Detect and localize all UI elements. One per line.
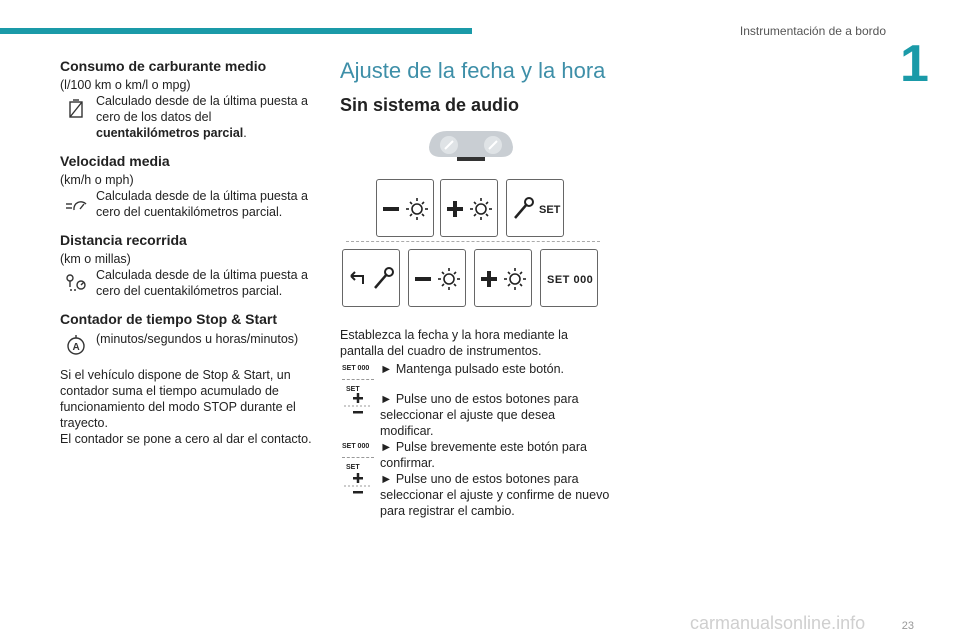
plus-brightness-icon <box>441 180 499 238</box>
distancia-unit: (km o millas) <box>60 252 131 266</box>
set-000-button[interactable] <box>540 249 598 307</box>
page-number: 23 <box>901 620 914 632</box>
distancia-section <box>60 232 312 299</box>
set-000-label: SET 000 <box>547 274 594 286</box>
step-3 <box>340 439 610 471</box>
stop-start-icon <box>64 333 88 357</box>
consumo-text-c: . <box>243 126 247 140</box>
consumo-title: Consumo de carburante medio <box>60 58 267 74</box>
step-icon-set: SET <box>346 386 360 393</box>
distancia-title: Distancia recorrida <box>60 232 187 248</box>
wrench-set-button[interactable] <box>506 179 564 237</box>
consumo-desc <box>60 93 312 141</box>
stopstart-title: Contador de tiempo Stop & Start <box>60 311 277 327</box>
stopstart-section <box>60 311 312 355</box>
chapter-number: 1 <box>900 35 929 93</box>
date-time-title: Ajuste de la fecha y la hora <box>340 58 606 83</box>
left-column <box>60 58 312 447</box>
step-2-text: ► Pulse uno de estos botones para seleccionar el ajuste que desea modificar. <box>380 392 579 438</box>
header-accent-bar <box>0 28 472 34</box>
average-speed-icon <box>64 192 88 216</box>
consumo-text-b: cuentakilómetros parcial <box>96 126 244 140</box>
step-icon-set: SET <box>346 464 360 471</box>
intro-text: Establezca la fecha y la hora mediante la pantalla del cuadro de instrumentos. <box>340 328 568 358</box>
minus-brightness-icon <box>409 250 467 308</box>
divider-dashed <box>346 241 600 242</box>
step-icon-divider <box>342 379 374 380</box>
stopstart-paragraph-2: El contador se pone a cero al dar el contacto. <box>60 432 312 446</box>
plus-minus-icon <box>342 471 374 501</box>
distance-icon <box>64 271 88 295</box>
right-column <box>340 58 610 519</box>
step-1 <box>340 361 610 391</box>
step-2 <box>340 391 610 439</box>
step-4-text: ► Pulse uno de estos botones para seleccionar el ajuste y confirme de nuevo para registrar el cambio. <box>380 472 610 518</box>
brightness-minus-button[interactable] <box>376 179 434 237</box>
distancia-text: Calculada desde de la última puesta a cero del cuentakilómetros parcial. <box>96 268 308 298</box>
stopstart-paragraph: Si el vehículo dispone de Stop & Start, un contador suma el tiempo acumulado de funcionamiento del modo STOP durante el trayecto. <box>60 368 296 430</box>
brightness-plus-button-2[interactable] <box>474 249 532 307</box>
no-audio-subtitle: Sin sistema de audio <box>340 95 520 115</box>
brightness-minus-button-2[interactable] <box>408 249 466 307</box>
distancia-desc <box>60 267 312 299</box>
consumo-unit: (l/100 km o km/l o mpg) <box>60 78 191 92</box>
step-1-text: ► Mantenga pulsado este botón. <box>380 362 565 376</box>
velocidad-title: Velocidad media <box>60 153 170 169</box>
back-wrench-icon <box>343 250 401 308</box>
brightness-plus-button[interactable] <box>440 179 498 237</box>
watermark: carmanualsonline.info <box>690 613 866 633</box>
step-icon-divider <box>342 457 374 458</box>
dashboard-icon <box>425 127 517 165</box>
consumo-text-a: Calculado desde de la última puesta a cero de los datos del <box>96 94 308 124</box>
step-icon-set000: SET 000 <box>342 443 370 450</box>
back-wrench-button[interactable] <box>342 249 400 307</box>
stopstart-desc <box>60 331 312 355</box>
plus-brightness-icon <box>475 250 533 308</box>
consumo-section <box>60 58 312 141</box>
step-4 <box>340 471 610 519</box>
velocidad-unit: (km/h o mph) <box>60 173 134 187</box>
svg-text:A: A <box>72 342 80 353</box>
minus-brightness-icon <box>377 180 435 238</box>
section-title: Instrumentación de a bordo <box>739 24 886 38</box>
step-icon-set000: SET 000 <box>342 365 370 372</box>
stopstart-unit: (minutos/segundos u horas/minutos) <box>96 332 299 346</box>
plus-minus-icon <box>342 391 374 421</box>
set-label: SET <box>539 204 561 216</box>
velocidad-desc <box>60 188 312 220</box>
instrument-panel-illustration <box>340 127 610 327</box>
fuel-average-icon <box>64 97 88 121</box>
set-button-icon <box>342 439 374 469</box>
velocidad-section <box>60 153 312 220</box>
velocidad-text: Calculada desde de la última puesta a cero del cuentakilómetros parcial. <box>96 189 308 219</box>
step-3-text: ► Pulse brevemente este botón para confirmar. <box>380 440 587 470</box>
set-button-icon <box>342 361 374 391</box>
steps-list <box>340 327 610 519</box>
